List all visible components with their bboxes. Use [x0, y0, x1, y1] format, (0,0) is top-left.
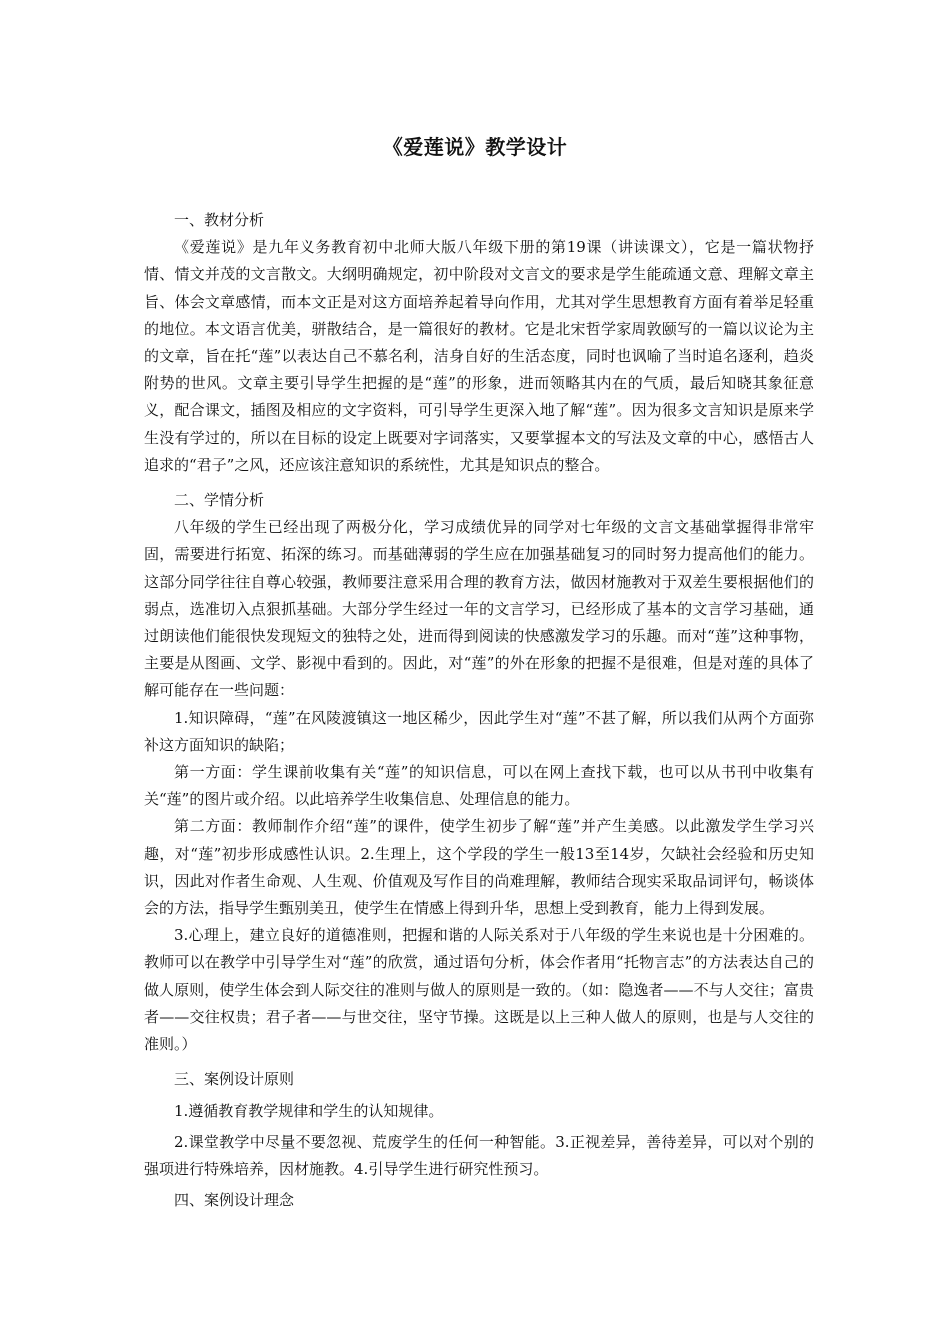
section-heading-design-concept: 四、案例设计理念 [174, 1191, 295, 1210]
paragraph: 《爱莲说》是九年义务教育初中北师大版八年级下册的第19课（讲读课文），它是一篇状物抒情、情文并茂的文言散文。大纲明确规定，初中阶段对文言文的要求是学生能疏通文意、理解文章主旨、体会文章感情，而本文正是对这方面培养起着导向作用，尤其对学生思想教育方面有着举足轻重的地位。本文语言优美，骈散结合，是一篇很好的教材。它是北宋哲学家周敦颐写的一篇以议论为主的文章，旨在托“莲”以表达自己不慕名利，洁身自好的生活态度，同时也讽喻了当时追名逐利，趋炎附势的世风。文章主要引导学生把握的是“莲”的形象，进而领略其内在的气质，最后知晓其象征意义，配合课文，插图及相应的文字资料，可引导学生更深入地了解“莲”。因为很多文言知识是原来学生没有学过的，所以在目标的设定上既要对字词落实，又要掌握本文的写法及文章的中心，感悟古人追求的“君子”之风，还应该注意知识的系统性，尤其是知识点的整合。 [144, 238, 814, 474]
document-title: 《爱莲说》教学设计 [382, 135, 568, 159]
section-heading-design-principles: 三、案例设计原则 [174, 1070, 295, 1089]
paragraph: 第一方面：学生课前收集有关“莲”的知识信息，可以在网上查找下载，也可以从书刊中收集有关“莲”的图片或介绍。以此培养学生收集信息、处理信息的能力。 [144, 763, 814, 809]
paragraph: 八年级的学生已经出现了两极分化，学习成绩优异的同学对七年级的文言文基础掌握得非常牢固，需要进行拓宽、拓深的练习。而基础薄弱的学生应在加强基础复习的同时努力提高他们的能力。这部分同学往往自尊心较强，教师要注意采用合理的教育方法，做因材施教对于双差生要根据他们的弱点，选准切入点狠抓基础。大部分学生经过一年的文言学习，已经形成了基本的文言学习基础，通过朗读他们能很快发现短文的独特之处，进而得到阅读的快感激发学习的乐趣。而对“莲”这种事物，主要是从图画、文学、影视中看到的。因此，对“莲”的外在形象的把握不是很难，但是对莲的具体了解可能存在一些问题： [144, 518, 814, 700]
paragraph: 第二方面：教师制作介绍“莲”的课件，使学生初步了解“莲”并产生美感。以此激发学生学习兴趣，对“莲”初步形成感性认识。2.生理上，这个学段的学生一般13至14岁，欠缺社会经验和历史知识，因此对作者生命观、人生观、价值观及写作目的尚难理解，教师结合现实采取品词评句，畅谈体会的方法，指导学生甄别美丑，使学生在情感上得到升华，思想上受到教育，能力上得到发展。 [144, 817, 814, 918]
paragraph: 2.课堂教学中尽量不要忽视、荒废学生的任何一种智能。3.正视差异，善待差异，可以对个别的强项进行特殊培养，因材施教。4.引导学生进行研究性预习。 [144, 1132, 814, 1178]
section-heading-textbook-analysis: 一、教材分析 [174, 211, 265, 229]
section-heading-student-analysis: 二、学情分析 [174, 491, 265, 510]
paragraph: 1.知识障碍，“莲”在风陵渡镇这一地区稀少，因此学生对“莲”不甚了解，所以我们从两个方面弥补这方面知识的缺陷； [144, 708, 814, 754]
paragraph: 1.遵循教育教学规律和学生的认知规律。 [174, 1101, 444, 1120]
paragraph: 3.心理上，建立良好的道德准则，把握和谐的人际关系对于八年级的学生来说也是十分困难的。教师可以在教学中引导学生对“莲”的欣赏，通过语句分析，体会作者用“托物言志”的方法表达自己的做人原则，使学生体会到人际交往的准则与做人的原则是一致的。（如：隐逸者——不与人交往；富贵者——交往权贵；君子者——与世交往，坚守节操。这既是以上三种人做人的原则，也是与人交往的准则。） [144, 926, 814, 1054]
document-body [144, 207, 814, 1214]
